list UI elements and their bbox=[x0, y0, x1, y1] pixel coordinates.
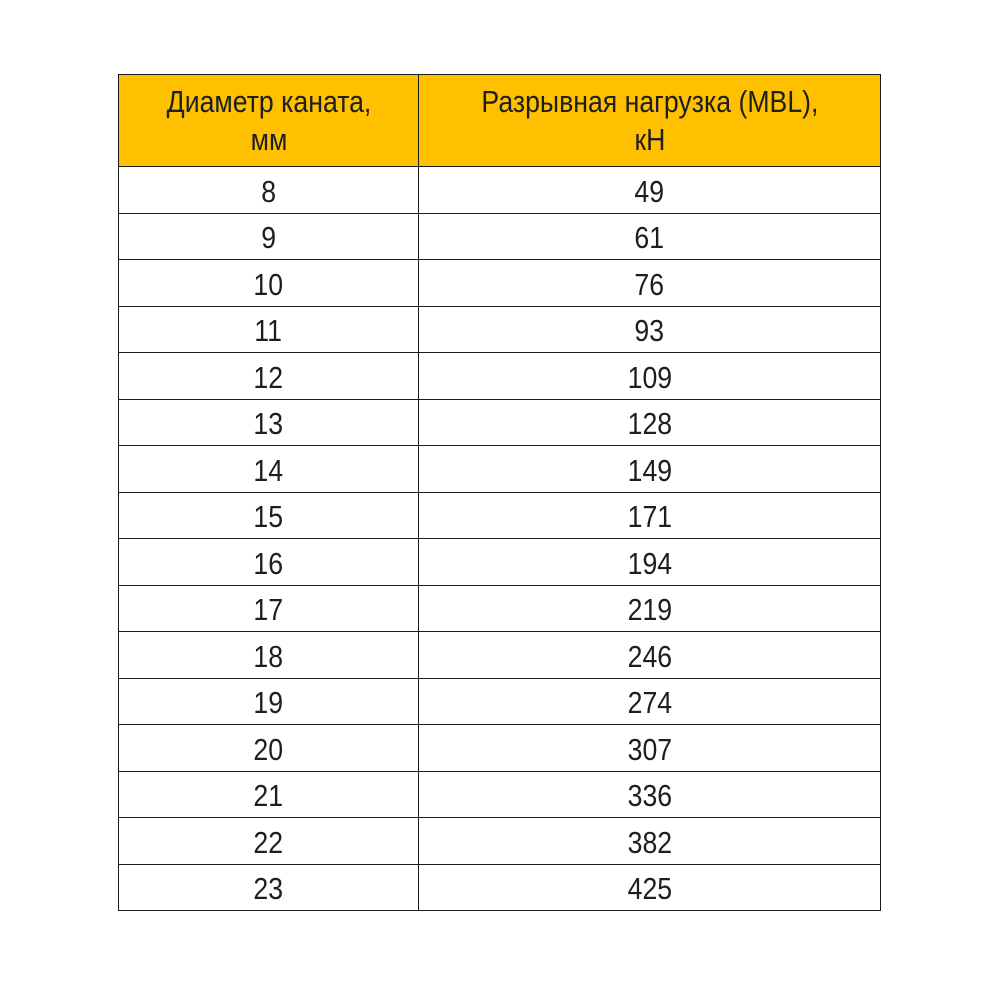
diameter-value: 18 bbox=[253, 638, 284, 674]
diameter-value: 23 bbox=[253, 871, 284, 907]
header-breaking-load-line-1: Разрывная нагрузка (MBL), bbox=[480, 83, 819, 119]
cell-breaking-load bbox=[419, 678, 881, 725]
diameter-value: 15 bbox=[253, 499, 284, 535]
header-diameter-line-2: мм bbox=[250, 121, 287, 157]
cell-diameter bbox=[119, 585, 419, 632]
table-row bbox=[119, 864, 881, 911]
diameter-value: 8 bbox=[261, 173, 276, 209]
cell-diameter bbox=[119, 818, 419, 865]
table-row bbox=[119, 306, 881, 353]
header-row bbox=[119, 75, 881, 167]
cell-diameter bbox=[119, 725, 419, 772]
breaking-load-value: 246 bbox=[627, 638, 672, 674]
cell-breaking-load bbox=[419, 771, 881, 818]
table-row bbox=[119, 771, 881, 818]
cell-diameter bbox=[119, 167, 419, 214]
breaking-load-value: 307 bbox=[627, 731, 672, 767]
breaking-load-value: 382 bbox=[627, 824, 672, 860]
cell-diameter bbox=[119, 260, 419, 307]
cell-breaking-load bbox=[419, 446, 881, 493]
breaking-load-value: 425 bbox=[627, 871, 672, 907]
diameter-value: 22 bbox=[253, 824, 284, 860]
breaking-load-value: 219 bbox=[627, 592, 672, 628]
table-row bbox=[119, 632, 881, 679]
table-row bbox=[119, 585, 881, 632]
table-row bbox=[119, 213, 881, 260]
table-row bbox=[119, 399, 881, 446]
diameter-value: 9 bbox=[261, 220, 276, 256]
breaking-load-value: 76 bbox=[634, 266, 665, 302]
header-diameter-line-1: Диаметр каната, bbox=[166, 83, 371, 119]
table-row bbox=[119, 167, 881, 214]
breaking-load-value: 109 bbox=[627, 359, 672, 395]
cell-diameter bbox=[119, 864, 419, 911]
breaking-load-value: 93 bbox=[634, 313, 665, 349]
cell-diameter bbox=[119, 399, 419, 446]
cell-breaking-load bbox=[419, 818, 881, 865]
cell-diameter bbox=[119, 492, 419, 539]
breaking-load-value: 336 bbox=[627, 778, 672, 814]
diameter-value: 13 bbox=[253, 406, 284, 442]
breaking-load-value: 61 bbox=[634, 220, 665, 256]
cell-diameter bbox=[119, 446, 419, 493]
cell-diameter bbox=[119, 306, 419, 353]
diameter-value: 14 bbox=[253, 452, 284, 488]
header-breaking-load bbox=[419, 75, 881, 167]
cell-breaking-load bbox=[419, 539, 881, 586]
breaking-load-value: 128 bbox=[627, 406, 672, 442]
header-diameter bbox=[119, 75, 419, 167]
breaking-load-value: 274 bbox=[627, 685, 672, 721]
cell-diameter bbox=[119, 213, 419, 260]
diameter-value: 11 bbox=[254, 313, 283, 349]
header-breaking-load-text bbox=[481, 83, 818, 159]
table-row bbox=[119, 260, 881, 307]
breaking-load-value: 194 bbox=[627, 545, 672, 581]
diameter-value: 17 bbox=[253, 592, 284, 628]
cell-diameter bbox=[119, 353, 419, 400]
rope-breaking-load-table bbox=[118, 74, 881, 911]
table-row bbox=[119, 492, 881, 539]
diameter-value: 10 bbox=[253, 266, 284, 302]
cell-diameter bbox=[119, 539, 419, 586]
cell-breaking-load bbox=[419, 353, 881, 400]
cell-breaking-load bbox=[419, 725, 881, 772]
table-body bbox=[119, 167, 881, 911]
table-row bbox=[119, 818, 881, 865]
breaking-load-value: 149 bbox=[627, 452, 672, 488]
table-row bbox=[119, 446, 881, 493]
cell-diameter bbox=[119, 678, 419, 725]
cell-breaking-load bbox=[419, 260, 881, 307]
breaking-load-value: 49 bbox=[634, 173, 665, 209]
cell-breaking-load bbox=[419, 864, 881, 911]
table-row bbox=[119, 539, 881, 586]
cell-diameter bbox=[119, 771, 419, 818]
table-header bbox=[119, 75, 881, 167]
diameter-value: 20 bbox=[253, 731, 284, 767]
cell-breaking-load bbox=[419, 306, 881, 353]
rope-breaking-load-table-wrapper bbox=[118, 74, 880, 911]
cell-breaking-load bbox=[419, 213, 881, 260]
diameter-value: 19 bbox=[253, 685, 284, 721]
diameter-value: 16 bbox=[253, 545, 284, 581]
cell-breaking-load bbox=[419, 632, 881, 679]
diameter-value: 12 bbox=[253, 359, 284, 395]
cell-breaking-load bbox=[419, 492, 881, 539]
cell-breaking-load bbox=[419, 399, 881, 446]
cell-breaking-load bbox=[419, 167, 881, 214]
table-row bbox=[119, 725, 881, 772]
cell-diameter bbox=[119, 632, 419, 679]
header-breaking-load-line-2: кН bbox=[634, 121, 665, 157]
diameter-value: 21 bbox=[253, 778, 284, 814]
cell-breaking-load bbox=[419, 585, 881, 632]
table-row bbox=[119, 353, 881, 400]
breaking-load-value: 171 bbox=[627, 499, 672, 535]
table-row bbox=[119, 678, 881, 725]
header-diameter-text bbox=[166, 83, 371, 159]
